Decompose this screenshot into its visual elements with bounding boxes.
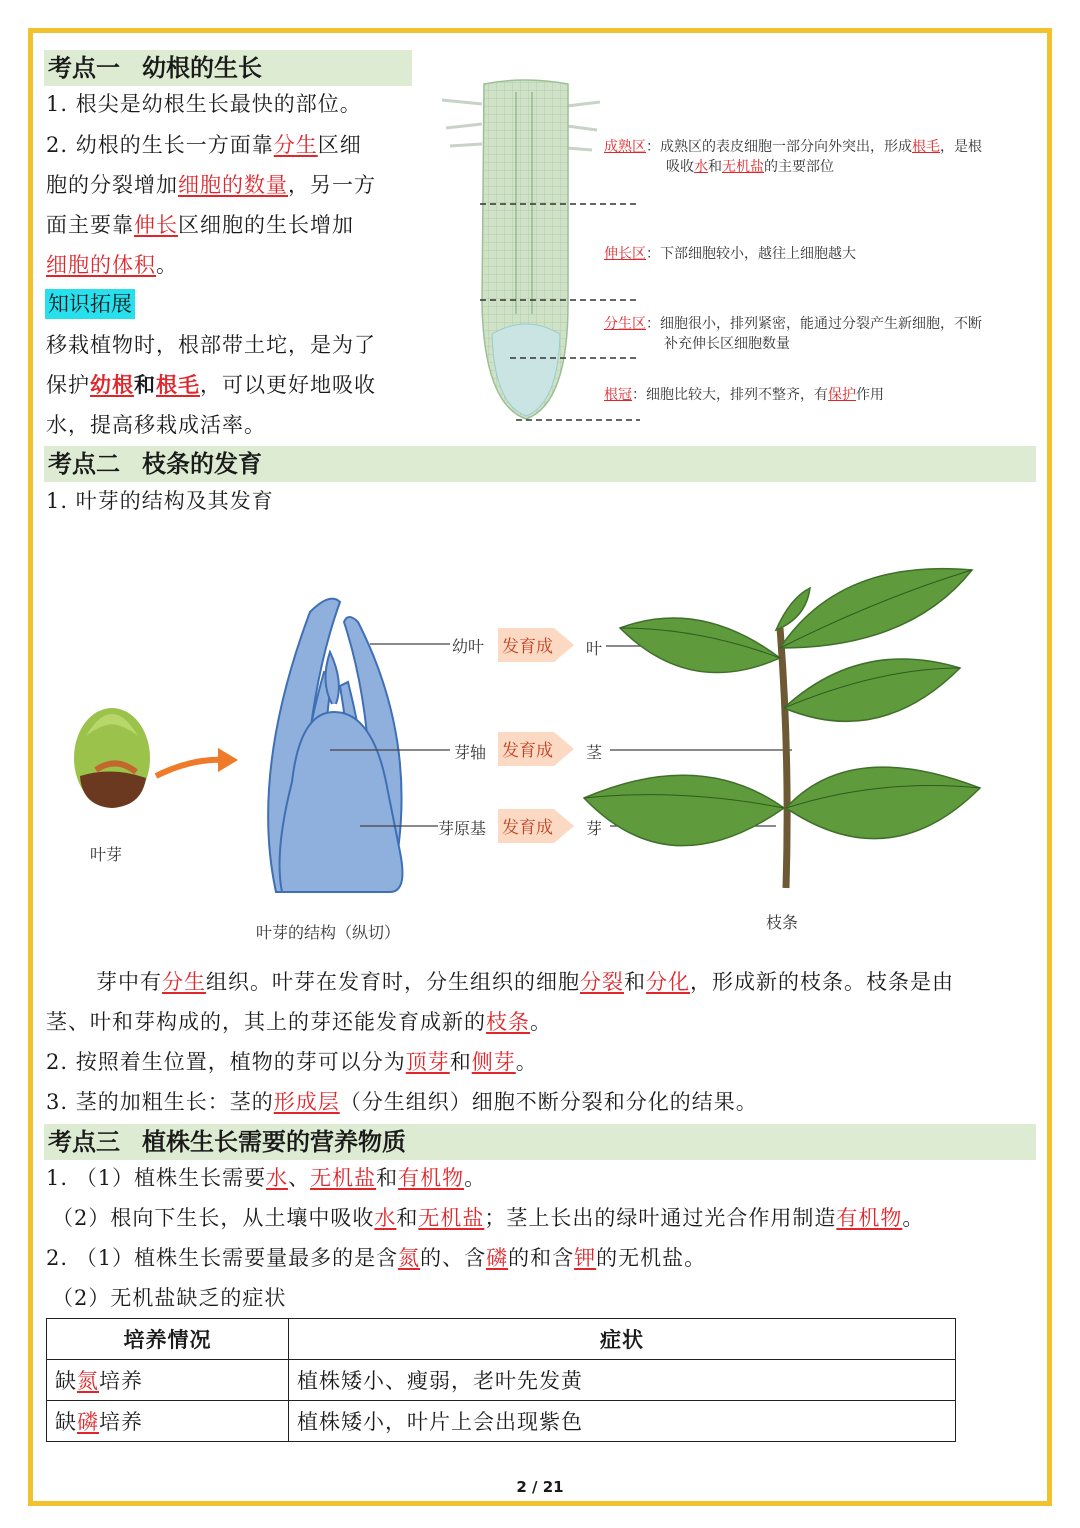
meristem-zone-note bbox=[604, 314, 1044, 354]
s1-item2-line3 bbox=[46, 210, 354, 240]
answer: 形成层 bbox=[273, 1090, 340, 1114]
branch-illustration bbox=[580, 558, 1000, 898]
answer: 细胞的数量 bbox=[178, 173, 288, 197]
text: （分生组织）细胞不断分裂和分化的结果。 bbox=[339, 1090, 758, 1114]
orange-arrow bbox=[152, 740, 242, 790]
answer: 顶芽 bbox=[405, 1050, 450, 1074]
answer: 细胞的体积 bbox=[46, 253, 156, 277]
answer: 枝条 bbox=[486, 1010, 530, 1034]
text: ：细胞很小，排列紧密，能通过分裂产生新细胞，不断 bbox=[646, 316, 982, 332]
section3-header bbox=[44, 1124, 1036, 1160]
text: 和 bbox=[708, 159, 722, 175]
answer: 磷 bbox=[77, 1410, 99, 1434]
text: 茎、叶和芽构成的，其上的芽还能发育成新的 bbox=[46, 1010, 486, 1034]
text: 的无机盐。 bbox=[596, 1246, 707, 1270]
s1-item1: 1. 根尖是幼根生长最快的部位。 bbox=[46, 92, 362, 116]
text: ，另一方 bbox=[288, 173, 376, 197]
text: 。 bbox=[464, 1166, 487, 1190]
answer: 无机盐 bbox=[722, 159, 764, 175]
s2-item2 bbox=[46, 1047, 538, 1077]
leaf-result-label: 叶 bbox=[586, 639, 603, 658]
answer: 保护 bbox=[828, 387, 856, 403]
text: 和 bbox=[376, 1166, 399, 1190]
answer: 有机物 bbox=[836, 1206, 903, 1230]
ext-line2 bbox=[46, 370, 376, 400]
section1-header bbox=[44, 50, 412, 86]
text: ：细胞比较大，排列不整齐，有 bbox=[632, 387, 828, 403]
text: 区细胞的生长增加 bbox=[178, 213, 354, 237]
answer: 水 bbox=[694, 159, 708, 175]
table-row bbox=[47, 1401, 956, 1442]
bud-result-label: 芽 bbox=[586, 819, 603, 838]
table-cell-symptom: 植株矮小、瘦弱，老叶先发黄 bbox=[289, 1360, 956, 1401]
table-cell-condition bbox=[47, 1360, 289, 1401]
bud-axis-label: 芽轴 bbox=[454, 743, 487, 762]
text: 吸收 bbox=[666, 159, 694, 175]
ext-line3: 水，提高移栽成活率。 bbox=[46, 413, 266, 437]
answer: 无机盐 bbox=[310, 1166, 377, 1190]
s3-line3 bbox=[46, 1243, 706, 1273]
leaf-bud-image bbox=[66, 696, 158, 816]
text: 缺 bbox=[55, 1410, 77, 1434]
develop-label: 发育成 bbox=[502, 741, 553, 761]
text: 。 bbox=[530, 1010, 552, 1034]
answer: 分生 bbox=[162, 970, 206, 994]
section2-title: 枝条的发育 bbox=[142, 449, 262, 478]
root-cap-note bbox=[604, 385, 884, 405]
text: 1. （1）植株生长需要 bbox=[46, 1166, 267, 1190]
stem-result-label: 茎 bbox=[586, 743, 603, 762]
s3-line2 bbox=[52, 1203, 924, 1233]
section3-number: 考点三 bbox=[48, 1127, 120, 1156]
text: 胞的分裂增加 bbox=[46, 173, 178, 197]
bud-primordium-label: 芽原基 bbox=[438, 819, 487, 838]
table-row bbox=[47, 1360, 956, 1401]
s3-line1 bbox=[46, 1163, 486, 1193]
answer: 幼根 bbox=[90, 372, 134, 397]
text: 和 bbox=[624, 970, 646, 994]
text: ，是根 bbox=[940, 139, 982, 155]
text: 和 bbox=[449, 1050, 472, 1074]
section3-title: 植株生长需要的营养物质 bbox=[142, 1127, 406, 1156]
answer: 无机盐 bbox=[418, 1206, 485, 1230]
text: 。 bbox=[902, 1206, 925, 1230]
text: 。 bbox=[156, 253, 178, 277]
elongation-zone-note bbox=[604, 244, 856, 264]
page-number: 2 / 21 bbox=[516, 1478, 564, 1496]
answer: 水 bbox=[266, 1166, 289, 1190]
text: 的、含 bbox=[420, 1246, 487, 1270]
bud-section-caption: 叶芽的结构（纵切） bbox=[256, 923, 401, 942]
text: 的主要部位 bbox=[764, 159, 834, 175]
s2-item3 bbox=[46, 1087, 758, 1117]
table-header-symptom: 症状 bbox=[289, 1319, 956, 1360]
answer: 根毛 bbox=[912, 139, 940, 155]
ext-line1: 移栽植物时，根部带土坨，是为了 bbox=[46, 333, 376, 357]
develop-arrow-3 bbox=[498, 805, 574, 847]
leaf-bud-caption: 叶芽 bbox=[90, 845, 123, 864]
s2-para-line2 bbox=[46, 1007, 552, 1037]
text: 培养 bbox=[99, 1410, 143, 1434]
s1-item2-line2 bbox=[46, 170, 376, 200]
s2-para-line1 bbox=[96, 967, 954, 997]
text: 作用 bbox=[856, 387, 884, 403]
answer: 氮 bbox=[77, 1369, 99, 1393]
answer: 氮 bbox=[398, 1246, 421, 1270]
root-cap-label: 根冠 bbox=[604, 387, 632, 403]
text: 保护 bbox=[46, 373, 90, 397]
answer: 侧芽 bbox=[471, 1050, 516, 1074]
s3-line4: （2）无机盐缺乏的症状 bbox=[52, 1286, 287, 1310]
answer: 分化 bbox=[646, 970, 690, 994]
text: 培养 bbox=[99, 1369, 143, 1393]
answer: 钾 bbox=[574, 1246, 597, 1270]
branch-caption: 枝条 bbox=[766, 913, 799, 932]
text: 补充伸长区细胞数量 bbox=[664, 336, 790, 352]
answer: 水 bbox=[374, 1206, 397, 1230]
mature-zone-note bbox=[604, 137, 1044, 177]
section2-header bbox=[44, 446, 1036, 482]
elongation-zone-label: 伸长区 bbox=[604, 246, 646, 262]
text: （2）根向下生长，从土壤中吸收 bbox=[52, 1206, 375, 1230]
develop-label: 发育成 bbox=[502, 818, 553, 838]
table-cell-condition bbox=[47, 1401, 289, 1442]
develop-arrow-1 bbox=[498, 624, 574, 666]
text: 2. 按照着生位置，植物的芽可以分为 bbox=[46, 1050, 406, 1074]
table-cell-symptom: 植株矮小，叶片上会出现紫色 bbox=[289, 1401, 956, 1442]
answer: 有机物 bbox=[398, 1166, 465, 1190]
mature-zone-label: 成熟区 bbox=[604, 139, 646, 155]
text: 。 bbox=[515, 1050, 538, 1074]
text: 的和含 bbox=[508, 1246, 575, 1270]
answer: 根毛 bbox=[156, 372, 200, 397]
text: ，可以更好地吸收 bbox=[200, 373, 376, 397]
develop-label: 发育成 bbox=[502, 637, 553, 657]
text: 、 bbox=[288, 1166, 311, 1190]
answer: 分生 bbox=[273, 133, 318, 157]
section1-number: 考点一 bbox=[48, 53, 120, 82]
text: ：成熟区的表皮细胞一部分向外突出，形成 bbox=[646, 139, 912, 155]
young-leaf-label: 幼叶 bbox=[452, 637, 485, 656]
text: 组织。叶芽在发育时，分生组织的细胞 bbox=[206, 970, 580, 994]
s1-item2-line4 bbox=[46, 250, 178, 280]
section2-number: 考点二 bbox=[48, 449, 120, 478]
text: 芽中有 bbox=[96, 970, 162, 994]
meristem-zone-label: 分生区 bbox=[604, 316, 646, 332]
s1-item2-line1 bbox=[46, 130, 362, 160]
text: 缺 bbox=[55, 1369, 77, 1393]
section1-title: 幼根的生长 bbox=[142, 53, 262, 82]
text: 2. （1）植株生长需要量最多的是含 bbox=[46, 1246, 399, 1270]
develop-arrow-2 bbox=[498, 728, 574, 770]
text: 面主要靠 bbox=[46, 213, 134, 237]
s2-item1: 1. 叶芽的结构及其发育 bbox=[46, 489, 274, 513]
table-header-row bbox=[47, 1319, 956, 1360]
text: 2. 幼根的生长一方面靠 bbox=[46, 133, 274, 157]
text: 3. 茎的加粗生长：茎的 bbox=[46, 1090, 274, 1114]
deficiency-table bbox=[46, 1318, 956, 1442]
text: 和 bbox=[134, 372, 156, 397]
text: ；茎上长出的绿叶通过光合作用制造 bbox=[484, 1206, 837, 1230]
text: 区细 bbox=[317, 133, 362, 157]
answer: 磷 bbox=[486, 1246, 509, 1270]
text: 和 bbox=[396, 1206, 419, 1230]
knowledge-extension-tag: 知识拓展 bbox=[45, 289, 135, 319]
text: ：下部细胞较小，越往上细胞越大 bbox=[646, 246, 856, 262]
answer: 分裂 bbox=[580, 970, 624, 994]
table-header-condition: 培养情况 bbox=[47, 1319, 289, 1360]
answer: 伸长 bbox=[134, 213, 178, 237]
text: ，形成新的枝条。枝条是由 bbox=[690, 970, 954, 994]
